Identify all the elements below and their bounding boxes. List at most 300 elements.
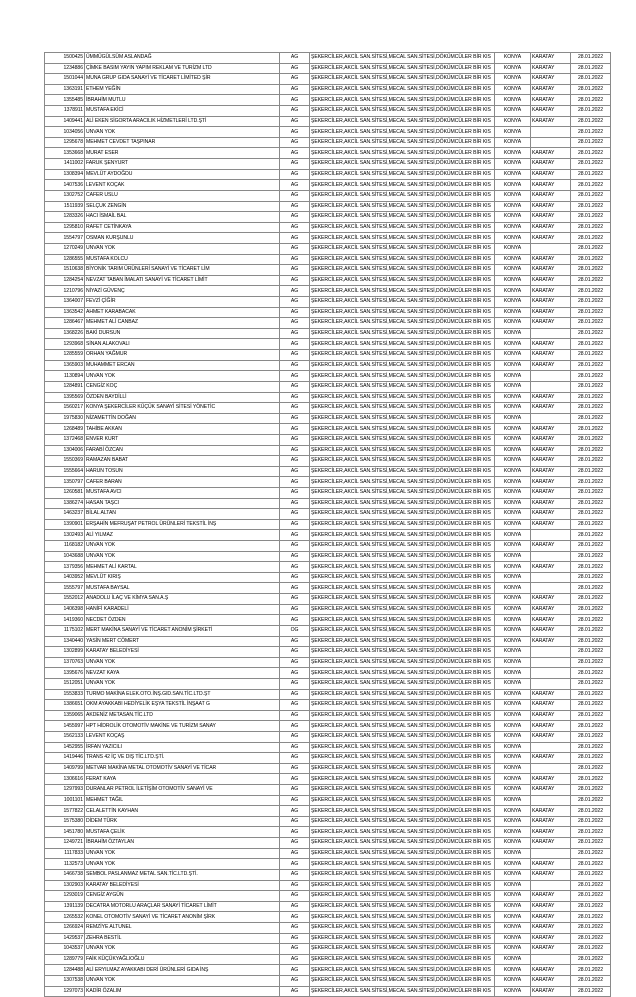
cell-ilce: KARATAY bbox=[531, 95, 571, 106]
cell-bolge: ŞEKERCİLER,AKCİL SAN.SİTESİ,MECAL SAN.SİTESİ,DÖKÜMCÜLER BİR KIS bbox=[310, 403, 495, 414]
cell-bolge: ŞEKERCİLER,AKCİL SAN.SİTESİ,MECAL SAN.SİTESİ,DÖKÜMCÜLER BİR KIS bbox=[310, 827, 495, 838]
cell-bolge: ŞEKERCİLER,AKCİL SAN.SİTESİ,MECAL SAN.SİTESİ,DÖKÜMCÜLER BİR KIS bbox=[310, 127, 495, 138]
cell-sicil-no: 1249721 bbox=[45, 838, 85, 849]
table-row bbox=[45, 954, 611, 965]
cell-bolge: ŞEKERCİLER,AKCİL SAN.SİTESİ,MECAL SAN.SİTESİ,DÖKÜMCÜLER BİR KIS bbox=[310, 519, 495, 530]
cell-tarih: 28.01.2022 bbox=[571, 541, 611, 552]
cell-sicil-no: 1409799 bbox=[45, 763, 85, 774]
cell-sicil-no: 1365903 bbox=[45, 360, 85, 371]
cell-sicil-no: 1419446 bbox=[45, 753, 85, 764]
cell-ilce: KARATAY bbox=[531, 169, 571, 180]
cell-unvan: NEVZAT TABAN İMALATI SANAYİ VE TİCARET LİMİT bbox=[85, 275, 280, 286]
cell-unvan: DURANLAR PETROL İLETİŞİM OTOMOTİV SANAYİ VE bbox=[85, 785, 280, 796]
cell-il: KONYA bbox=[495, 912, 531, 923]
cell-gerilim: AG bbox=[280, 456, 310, 467]
cell-tarih: 28.01.2022 bbox=[571, 668, 611, 679]
cell-il: KONYA bbox=[495, 944, 531, 955]
cell-unvan: MEVLÜT KIRIŞ bbox=[85, 572, 280, 583]
table-body bbox=[45, 53, 611, 997]
cell-gerilim: AG bbox=[280, 838, 310, 849]
cell-sicil-no: 1368226 bbox=[45, 328, 85, 339]
cell-il: KONYA bbox=[495, 721, 531, 732]
cell-bolge: ŞEKERCİLER,AKCİL SAN.SİTESİ,MECAL SAN.SİTESİ,DÖKÜMCÜLER BİR KIS bbox=[310, 976, 495, 987]
cell-tarih: 28.01.2022 bbox=[571, 498, 611, 509]
cell-ilce: KARATAY bbox=[531, 562, 571, 573]
cell-gerilim: AG bbox=[280, 753, 310, 764]
cell-unvan: UNVAN YOK bbox=[85, 944, 280, 955]
cell-gerilim: AG bbox=[280, 84, 310, 95]
cell-bolge: ŞEKERCİLER,AKCİL SAN.SİTESİ,MECAL SAN.SİTESİ,DÖKÜMCÜLER BİR KIS bbox=[310, 869, 495, 880]
cell-bolge: ŞEKERCİLER,AKCİL SAN.SİTESİ,MECAL SAN.SİTESİ,DÖKÜMCÜLER BİR KIS bbox=[310, 922, 495, 933]
table-row bbox=[45, 848, 611, 859]
cell-gerilim: AG bbox=[280, 721, 310, 732]
cell-bolge: ŞEKERCİLER,AKCİL SAN.SİTESİ,MECAL SAN.SİTESİ,DÖKÜMCÜLER BİR KIS bbox=[310, 116, 495, 127]
cell-unvan: İBRAHİM MUTLU bbox=[85, 95, 280, 106]
cell-ilce: KARATAY bbox=[531, 933, 571, 944]
cell-sicil-no: 1395676 bbox=[45, 668, 85, 679]
table-container bbox=[44, 52, 610, 997]
cell-bolge: ŞEKERCİLER,AKCİL SAN.SİTESİ,MECAL SAN.SİTESİ,DÖKÜMCÜLER BİR KIS bbox=[310, 710, 495, 721]
cell-sicil-no: 1406398 bbox=[45, 604, 85, 615]
cell-bolge: ŞEKERCİLER,AKCİL SAN.SİTESİ,MECAL SAN.SİTESİ,DÖKÜMCÜLER BİR KIS bbox=[310, 742, 495, 753]
cell-bolge: ŞEKERCİLER,AKCİL SAN.SİTESİ,MECAL SAN.SİTESİ,DÖKÜMCÜLER BİR KIS bbox=[310, 816, 495, 827]
cell-ilce: KARATAY bbox=[531, 498, 571, 509]
cell-unvan: FAİK KÜÇÜKYAĞLIOĞLU bbox=[85, 954, 280, 965]
cell-gerilim: AG bbox=[280, 657, 310, 668]
cell-il: KONYA bbox=[495, 848, 531, 859]
cell-sicil-no: 1306616 bbox=[45, 774, 85, 785]
cell-gerilim: AG bbox=[280, 880, 310, 891]
cell-bolge: ŞEKERCİLER,AKCİL SAN.SİTESİ,MECAL SAN.SİTESİ,DÖKÜMCÜLER BİR KIS bbox=[310, 530, 495, 541]
cell-tarih: 28.01.2022 bbox=[571, 785, 611, 796]
cell-il: KONYA bbox=[495, 275, 531, 286]
cell-ilce: KARATAY bbox=[531, 859, 571, 870]
cell-gerilim: AG bbox=[280, 466, 310, 477]
cell-il: KONYA bbox=[495, 891, 531, 902]
cell-unvan: ORHAN YAĞMUR bbox=[85, 350, 280, 361]
cell-il: KONYA bbox=[495, 774, 531, 785]
cell-gerilim: AG bbox=[280, 371, 310, 382]
cell-gerilim: AG bbox=[280, 445, 310, 456]
cell-gerilim: AG bbox=[280, 668, 310, 679]
cell-il: KONYA bbox=[495, 371, 531, 382]
cell-unvan: MEHMET ALİ KARTAL bbox=[85, 562, 280, 573]
cell-bolge: ŞEKERCİLER,AKCİL SAN.SİTESİ,MECAL SAN.SİTESİ,DÖKÜMCÜLER BİR KIS bbox=[310, 753, 495, 764]
cell-ilce: KARATAY bbox=[531, 519, 571, 530]
cell-sicil-no: 1975830 bbox=[45, 413, 85, 424]
cell-il: KONYA bbox=[495, 859, 531, 870]
cell-ilce: KARATAY bbox=[531, 212, 571, 223]
cell-unvan: UNVAN YOK bbox=[85, 551, 280, 562]
cell-unvan: ALİ YILMAZ bbox=[85, 530, 280, 541]
cell-bolge: ŞEKERCİLER,AKCİL SAN.SİTESİ,MECAL SAN.SİTESİ,DÖKÜMCÜLER BİR KIS bbox=[310, 392, 495, 403]
cell-il: KONYA bbox=[495, 148, 531, 159]
cell-ilce bbox=[531, 530, 571, 541]
cell-tarih: 28.01.2022 bbox=[571, 891, 611, 902]
cell-tarih: 28.01.2022 bbox=[571, 700, 611, 711]
table-row bbox=[45, 307, 611, 318]
cell-bolge: ŞEKERCİLER,AKCİL SAN.SİTESİ,MECAL SAN.SİTESİ,DÖKÜMCÜLER BİR KIS bbox=[310, 53, 495, 64]
cell-unvan: NECDET ÖZDEN bbox=[85, 615, 280, 626]
cell-il: KONYA bbox=[495, 307, 531, 318]
cell-tarih: 28.01.2022 bbox=[571, 434, 611, 445]
cell-tarih: 28.01.2022 bbox=[571, 753, 611, 764]
cell-sicil-no: 1286467 bbox=[45, 318, 85, 329]
cell-sicil-no: 1575380 bbox=[45, 816, 85, 827]
cell-bolge: ŞEKERCİLER,AKCİL SAN.SİTESİ,MECAL SAN.SİTESİ,DÖKÜMCÜLER BİR KIS bbox=[310, 371, 495, 382]
cell-il: KONYA bbox=[495, 116, 531, 127]
cell-bolge: ŞEKERCİLER,AKCİL SAN.SİTESİ,MECAL SAN.SİTESİ,DÖKÜMCÜLER BİR KIS bbox=[310, 700, 495, 711]
cell-gerilim: AG bbox=[280, 509, 310, 520]
table-row bbox=[45, 477, 611, 488]
cell-bolge: ŞEKERCİLER,AKCİL SAN.SİTESİ,MECAL SAN.SİTESİ,DÖKÜMCÜLER BİR KIS bbox=[310, 986, 495, 997]
cell-bolge: ŞEKERCİLER,AKCİL SAN.SİTESİ,MECAL SAN.SİTESİ,DÖKÜMCÜLER BİR KIS bbox=[310, 106, 495, 117]
table-row bbox=[45, 806, 611, 817]
cell-unvan: MUSTAFA ÇELİK bbox=[85, 827, 280, 838]
cell-il: KONYA bbox=[495, 254, 531, 265]
cell-ilce bbox=[531, 127, 571, 138]
cell-unvan: BAKİ DURSUN bbox=[85, 328, 280, 339]
cell-gerilim: AG bbox=[280, 286, 310, 297]
table-row bbox=[45, 509, 611, 520]
cell-unvan: TAHİBE AKKAN bbox=[85, 424, 280, 435]
table-row bbox=[45, 976, 611, 987]
cell-sicil-no: 1302752 bbox=[45, 190, 85, 201]
cell-unvan: MUHAMMET ERCAN bbox=[85, 360, 280, 371]
cell-sicil-no: 1386651 bbox=[45, 700, 85, 711]
cell-gerilim: AG bbox=[280, 297, 310, 308]
cell-il: KONYA bbox=[495, 806, 531, 817]
cell-sicil-no: 1550369 bbox=[45, 456, 85, 467]
cell-tarih: 28.01.2022 bbox=[571, 297, 611, 308]
cell-sicil-no: 1168182 bbox=[45, 541, 85, 552]
cell-gerilim: AG bbox=[280, 63, 310, 74]
cell-ilce: KARATAY bbox=[531, 74, 571, 85]
table-row bbox=[45, 381, 611, 392]
cell-ilce: KARATAY bbox=[531, 487, 571, 498]
cell-tarih: 28.01.2022 bbox=[571, 509, 611, 520]
cell-il: KONYA bbox=[495, 381, 531, 392]
cell-unvan: NİYAZİ GÜVENÇ bbox=[85, 286, 280, 297]
cell-ilce: KARATAY bbox=[531, 594, 571, 605]
cell-ilce: KARATAY bbox=[531, 434, 571, 445]
table-row bbox=[45, 869, 611, 880]
table-row bbox=[45, 530, 611, 541]
cell-il: KONYA bbox=[495, 339, 531, 350]
cell-ilce bbox=[531, 742, 571, 753]
cell-sicil-no: 1297073 bbox=[45, 986, 85, 997]
cell-il: KONYA bbox=[495, 328, 531, 339]
cell-tarih: 28.01.2022 bbox=[571, 233, 611, 244]
cell-ilce bbox=[531, 848, 571, 859]
cell-il: KONYA bbox=[495, 700, 531, 711]
cell-tarih: 28.01.2022 bbox=[571, 360, 611, 371]
cell-sicil-no: 1283326 bbox=[45, 212, 85, 223]
cell-il: KONYA bbox=[495, 233, 531, 244]
cell-il: KONYA bbox=[495, 519, 531, 530]
cell-bolge: ŞEKERCİLER,AKCİL SAN.SİTESİ,MECAL SAN.SİTESİ,DÖKÜMCÜLER BİR KIS bbox=[310, 901, 495, 912]
cell-sicil-no: 1501044 bbox=[45, 74, 85, 85]
table-row bbox=[45, 732, 611, 743]
cell-gerilim: AG bbox=[280, 615, 310, 626]
cell-tarih: 28.01.2022 bbox=[571, 562, 611, 573]
cell-ilce bbox=[531, 880, 571, 891]
cell-unvan: SEMBOL PASLANMAZ METAL SAN.TİC.LTD.ŞTİ. bbox=[85, 869, 280, 880]
cell-unvan: OSMAN KURŞUNLU bbox=[85, 233, 280, 244]
cell-bolge: ŞEKERCİLER,AKCİL SAN.SİTESİ,MECAL SAN.SİTESİ,DÖKÜMCÜLER BİR KIS bbox=[310, 657, 495, 668]
cell-il: KONYA bbox=[495, 689, 531, 700]
table-row bbox=[45, 106, 611, 117]
cell-il: KONYA bbox=[495, 594, 531, 605]
cell-bolge: ŞEKERCİLER,AKCİL SAN.SİTESİ,MECAL SAN.SİTESİ,DÖKÜMCÜLER BİR KIS bbox=[310, 838, 495, 849]
cell-sicil-no: 1403952 bbox=[45, 572, 85, 583]
table-row bbox=[45, 541, 611, 552]
cell-bolge: ŞEKERCİLER,AKCİL SAN.SİTESİ,MECAL SAN.SİTESİ,DÖKÜMCÜLER BİR KIS bbox=[310, 148, 495, 159]
cell-tarih: 28.01.2022 bbox=[571, 127, 611, 138]
cell-tarih: 28.01.2022 bbox=[571, 710, 611, 721]
cell-ilce: KARATAY bbox=[531, 350, 571, 361]
cell-il: KONYA bbox=[495, 827, 531, 838]
cell-bolge: ŞEKERCİLER,AKCİL SAN.SİTESİ,MECAL SAN.SİTESİ,DÖKÜMCÜLER BİR KIS bbox=[310, 212, 495, 223]
cell-gerilim: AG bbox=[280, 169, 310, 180]
cell-unvan: KARATAY BELEDİYESİ bbox=[85, 880, 280, 891]
cell-tarih: 28.01.2022 bbox=[571, 795, 611, 806]
cell-tarih: 28.01.2022 bbox=[571, 742, 611, 753]
cell-sicil-no: 1364007 bbox=[45, 297, 85, 308]
cell-sicil-no: 1295678 bbox=[45, 137, 85, 148]
cell-tarih: 28.01.2022 bbox=[571, 806, 611, 817]
cell-ilce bbox=[531, 371, 571, 382]
cell-il: KONYA bbox=[495, 159, 531, 170]
cell-unvan: LEVENT KOÇAŞ bbox=[85, 732, 280, 743]
cell-sicil-no: 1391139 bbox=[45, 901, 85, 912]
cell-ilce: KARATAY bbox=[531, 148, 571, 159]
cell-ilce: KARATAY bbox=[531, 689, 571, 700]
cell-tarih: 28.01.2022 bbox=[571, 976, 611, 987]
cell-unvan: BİLAL ALTAN bbox=[85, 509, 280, 520]
cell-il: KONYA bbox=[495, 880, 531, 891]
cell-gerilim: AG bbox=[280, 732, 310, 743]
table-row bbox=[45, 212, 611, 223]
table-row bbox=[45, 774, 611, 785]
cell-sicil-no: 1419360 bbox=[45, 615, 85, 626]
cell-gerilim: AG bbox=[280, 647, 310, 658]
cell-tarih: 28.01.2022 bbox=[571, 254, 611, 265]
cell-gerilim: AG bbox=[280, 976, 310, 987]
subscriber-table bbox=[44, 52, 611, 997]
cell-sicil-no: 1560217 bbox=[45, 403, 85, 414]
table-row bbox=[45, 243, 611, 254]
cell-il: KONYA bbox=[495, 785, 531, 796]
cell-unvan: FEVZİ ÇİĞİR bbox=[85, 297, 280, 308]
cell-ilce: KARATAY bbox=[531, 190, 571, 201]
cell-sicil-no: 1372468 bbox=[45, 434, 85, 445]
cell-il: KONYA bbox=[495, 466, 531, 477]
cell-unvan: RAMAZAN BABAT bbox=[85, 456, 280, 467]
cell-il: KONYA bbox=[495, 986, 531, 997]
cell-gerilim: AG bbox=[280, 954, 310, 965]
table-row bbox=[45, 742, 611, 753]
cell-bolge: ŞEKERCİLER,AKCİL SAN.SİTESİ,MECAL SAN.SİTESİ,DÖKÜMCÜLER BİR KIS bbox=[310, 233, 495, 244]
cell-tarih: 28.01.2022 bbox=[571, 190, 611, 201]
cell-ilce: KARATAY bbox=[531, 827, 571, 838]
cell-tarih: 28.01.2022 bbox=[571, 53, 611, 64]
table-row bbox=[45, 625, 611, 636]
table-row bbox=[45, 668, 611, 679]
cell-bolge: ŞEKERCİLER,AKCİL SAN.SİTESİ,MECAL SAN.SİTESİ,DÖKÜMCÜLER BİR KIS bbox=[310, 498, 495, 509]
cell-tarih: 28.01.2022 bbox=[571, 116, 611, 127]
cell-unvan: ÇİMKE BASIM YAYIN YAPIM REKLAM VE TURİZM LTD bbox=[85, 63, 280, 74]
cell-ilce: KARATAY bbox=[531, 275, 571, 286]
cell-sicil-no: 1577822 bbox=[45, 806, 85, 817]
cell-ilce: KARATAY bbox=[531, 732, 571, 743]
cell-bolge: ŞEKERCİLER,AKCİL SAN.SİTESİ,MECAL SAN.SİTESİ,DÖKÜMCÜLER BİR KIS bbox=[310, 509, 495, 520]
cell-ilce: KARATAY bbox=[531, 700, 571, 711]
table-row bbox=[45, 615, 611, 626]
cell-il: KONYA bbox=[495, 541, 531, 552]
cell-sicil-no: 1293968 bbox=[45, 339, 85, 350]
cell-il: KONYA bbox=[495, 604, 531, 615]
cell-il: KONYA bbox=[495, 838, 531, 849]
cell-ilce: KARATAY bbox=[531, 265, 571, 276]
cell-unvan: CAFER BARAN bbox=[85, 477, 280, 488]
cell-il: KONYA bbox=[495, 710, 531, 721]
cell-gerilim: AG bbox=[280, 551, 310, 562]
cell-ilce: KARATAY bbox=[531, 445, 571, 456]
cell-sicil-no: 1395569 bbox=[45, 392, 85, 403]
cell-il: KONYA bbox=[495, 169, 531, 180]
cell-sicil-no: 1555664 bbox=[45, 466, 85, 477]
cell-gerilim: AG bbox=[280, 95, 310, 106]
cell-sicil-no: 1210796 bbox=[45, 286, 85, 297]
cell-tarih: 28.01.2022 bbox=[571, 95, 611, 106]
cell-ilce: KARATAY bbox=[531, 986, 571, 997]
cell-sicil-no: 1130894 bbox=[45, 371, 85, 382]
table-row bbox=[45, 371, 611, 382]
cell-gerilim: AG bbox=[280, 360, 310, 371]
cell-gerilim: AG bbox=[280, 859, 310, 870]
cell-bolge: ŞEKERCİLER,AKCİL SAN.SİTESİ,MECAL SAN.SİTESİ,DÖKÜMCÜLER BİR KIS bbox=[310, 169, 495, 180]
cell-ilce bbox=[531, 551, 571, 562]
cell-tarih: 28.01.2022 bbox=[571, 530, 611, 541]
cell-unvan: ZEHRA BESTİL bbox=[85, 933, 280, 944]
cell-ilce: KARATAY bbox=[531, 753, 571, 764]
cell-ilce: KARATAY bbox=[531, 222, 571, 233]
cell-tarih: 28.01.2022 bbox=[571, 721, 611, 732]
cell-bolge: ŞEKERCİLER,AKCİL SAN.SİTESİ,MECAL SAN.SİTESİ,DÖKÜMCÜLER BİR KIS bbox=[310, 944, 495, 955]
cell-bolge: ŞEKERCİLER,AKCİL SAN.SİTESİ,MECAL SAN.SİTESİ,DÖKÜMCÜLER BİR KIS bbox=[310, 689, 495, 700]
cell-unvan: ETHEM YEĞİN bbox=[85, 84, 280, 95]
cell-unvan: UNVAN YOK bbox=[85, 859, 280, 870]
cell-gerilim: AG bbox=[280, 774, 310, 785]
table-row bbox=[45, 265, 611, 276]
cell-bolge: ŞEKERCİLER,AKCİL SAN.SİTESİ,MECAL SAN.SİTESİ,DÖKÜMCÜLER BİR KIS bbox=[310, 732, 495, 743]
cell-gerilim: AG bbox=[280, 583, 310, 594]
cell-bolge: ŞEKERCİLER,AKCİL SAN.SİTESİ,MECAL SAN.SİTESİ,DÖKÜMCÜLER BİR KIS bbox=[310, 678, 495, 689]
cell-ilce bbox=[531, 413, 571, 424]
cell-ilce: KARATAY bbox=[531, 180, 571, 191]
cell-sicil-no: 1265532 bbox=[45, 912, 85, 923]
cell-unvan: KADİR ÖZALIM bbox=[85, 986, 280, 997]
cell-tarih: 28.01.2022 bbox=[571, 445, 611, 456]
cell-unvan: HANİFİ KARADELİ bbox=[85, 604, 280, 615]
table-row bbox=[45, 498, 611, 509]
cell-sicil-no: 1363542 bbox=[45, 307, 85, 318]
table-row bbox=[45, 63, 611, 74]
cell-gerilim: AG bbox=[280, 742, 310, 753]
cell-il: KONYA bbox=[495, 901, 531, 912]
cell-gerilim: AG bbox=[280, 700, 310, 711]
cell-il: KONYA bbox=[495, 413, 531, 424]
cell-tarih: 28.01.2022 bbox=[571, 275, 611, 286]
cell-il: KONYA bbox=[495, 742, 531, 753]
cell-il: KONYA bbox=[495, 350, 531, 361]
cell-il: KONYA bbox=[495, 360, 531, 371]
cell-unvan: HACI İSMAİL BAL bbox=[85, 212, 280, 223]
cell-unvan: ÜMMÜGÜLSÜM ASLANDAĞ bbox=[85, 53, 280, 64]
cell-sicil-no: 1350797 bbox=[45, 477, 85, 488]
table-row bbox=[45, 519, 611, 530]
cell-tarih: 28.01.2022 bbox=[571, 572, 611, 583]
table-row bbox=[45, 339, 611, 350]
table-row bbox=[45, 678, 611, 689]
table-row bbox=[45, 647, 611, 658]
cell-tarih: 28.01.2022 bbox=[571, 169, 611, 180]
cell-ilce bbox=[531, 647, 571, 658]
cell-sicil-no: 1512051 bbox=[45, 678, 85, 689]
cell-unvan: ANADOLU İLAÇ VE KİMYA SAN.A.Ş bbox=[85, 594, 280, 605]
cell-gerilim: AG bbox=[280, 986, 310, 997]
cell-sicil-no: 1270249 bbox=[45, 243, 85, 254]
cell-tarih: 28.01.2022 bbox=[571, 466, 611, 477]
cell-il: KONYA bbox=[495, 509, 531, 520]
cell-sicil-no: 1407536 bbox=[45, 180, 85, 191]
cell-il: KONYA bbox=[495, 265, 531, 276]
table-row bbox=[45, 689, 611, 700]
table-row bbox=[45, 116, 611, 127]
cell-gerilim: AG bbox=[280, 487, 310, 498]
cell-il: KONYA bbox=[495, 922, 531, 933]
cell-gerilim: AG bbox=[280, 307, 310, 318]
cell-sicil-no: 1293019 bbox=[45, 891, 85, 902]
cell-tarih: 28.01.2022 bbox=[571, 636, 611, 647]
table-row bbox=[45, 880, 611, 891]
cell-gerilim: AG bbox=[280, 636, 310, 647]
cell-sicil-no: 1284254 bbox=[45, 275, 85, 286]
table-row bbox=[45, 127, 611, 138]
cell-bolge: ŞEKERCİLER,AKCİL SAN.SİTESİ,MECAL SAN.SİTESİ,DÖKÜMCÜLER BİR KIS bbox=[310, 848, 495, 859]
cell-il: KONYA bbox=[495, 753, 531, 764]
cell-il: KONYA bbox=[495, 106, 531, 117]
cell-gerilim: AG bbox=[280, 339, 310, 350]
cell-tarih: 28.01.2022 bbox=[571, 848, 611, 859]
cell-tarih: 28.01.2022 bbox=[571, 413, 611, 424]
cell-il: KONYA bbox=[495, 816, 531, 827]
table-row bbox=[45, 254, 611, 265]
cell-unvan: SİNAN ALAKOVALI bbox=[85, 339, 280, 350]
cell-unvan: MUSTAFA EKİCİ bbox=[85, 106, 280, 117]
cell-gerilim: AG bbox=[280, 190, 310, 201]
cell-unvan: ERŞAHİN MEFRUŞAT PETROL ÜRÜNLERİ TEKSTİL İNŞ bbox=[85, 519, 280, 530]
cell-sicil-no: 1555797 bbox=[45, 583, 85, 594]
table-row bbox=[45, 413, 611, 424]
cell-gerilim: AG bbox=[280, 816, 310, 827]
cell-il: KONYA bbox=[495, 572, 531, 583]
cell-unvan: MEVLÜT AYDOĞDU bbox=[85, 169, 280, 180]
cell-unvan: DECATRA MOTORLU ARAÇLAR SANAYİ TİCARET LİMİT bbox=[85, 901, 280, 912]
cell-gerilim: AG bbox=[280, 148, 310, 159]
cell-il: KONYA bbox=[495, 965, 531, 976]
